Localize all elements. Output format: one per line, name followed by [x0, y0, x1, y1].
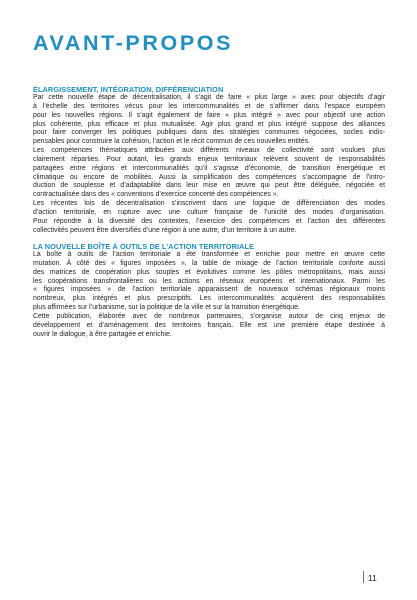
- text-line: pour faire converger les politiques publiques dans des stratégies communes négociées, socles indis-: [33, 129, 385, 137]
- text-line: mutation. À côté des « figures imposées », la table de mixage de l’action territoriale conforte aussi: [33, 259, 385, 267]
- text-line: « figures imposées » de l’action territoriale apparaissent de nouveaux schémas régionaux moins: [33, 286, 385, 294]
- text-line: Par cette nouvelle étape de décentralisation, il s’agit de faire « plus large » avec pour objectifs d’agir: [33, 94, 385, 101]
- text-line: Les récentes lois de décentralisation s’inscrivent dans une logique de différenciation des modes: [33, 200, 385, 207]
- text-line: Cette publication, élaborée avec de nombreux partenaires, s’organise autour de cinq enjeux de: [33, 313, 385, 320]
- text-line: pensables pour construire la cohésion, l’action et le récit commun de ces nouvelles entités.: [33, 138, 310, 146]
- text-line: développement et d’aménagement des territoires français. Elle est une première étape destinée à: [33, 321, 385, 329]
- text-line: pour les nouvelles régions. Il s’agit également de faire « plus intégré » avec pour objectif une action: [33, 111, 385, 119]
- text-line: contractualisée dans des « conventions d’exercice concerté des compétences ».: [33, 191, 279, 199]
- text-line: collectivités peuvent être diversifiés d’une région à une autre, d’un territoire à un autre.: [33, 226, 297, 234]
- text-line: climatique ou encore de mobilités. Aussi la simplification des compétences s’accompagne de l’intro-: [33, 173, 385, 181]
- page-number-divider: [363, 571, 364, 583]
- text-line: Les compétences thématiques attribuées aux différents niveaux de collectivité sont voulues plus: [33, 147, 385, 154]
- text-line: des matrices de coopération plus souples et évolutives comme les pôles métropolitains, mais aussi: [33, 268, 385, 276]
- text-line: Pour répondre à la diversité des contextes, l’exercice des compétences et l’action des différentes: [33, 217, 385, 225]
- text-line: à l’échelle des territoires vécus pour les intercommunalités et de s’affirmer dans l’espace européen: [33, 102, 385, 110]
- text-line: clairement réparties. Pour autant, les grands enjeux territoriaux relèvent souvent de responsabilités: [33, 155, 385, 163]
- page-title: AVANT-PROPOS: [33, 31, 234, 55]
- text-line: ouvrir le dialogue, à être partagée et enrichie.: [33, 330, 172, 338]
- paragraph-1: [33, 94, 385, 147]
- text-line: partagées entre régions et intercommunalités qu’il s’agisse d’économie, de transition énergétique et: [33, 164, 385, 172]
- text-line: d’action territoriale, en rupture avec une culture française de l’unicité des modes d’organisation.: [33, 208, 385, 216]
- text-line: les coopérations transfrontalières ou les actions en réseaux européens et internationaux. Parmi les: [33, 277, 385, 285]
- text-line: La boîte à outils de l’action territoriale a été transformée et enrichie pour mettre en œuvre cette: [33, 251, 385, 258]
- text-line: nombreux, plus intégrés et plus prescriptifs. Les intercommunalités acquièrent des responsabilités: [33, 295, 385, 303]
- paragraph-2: [33, 147, 385, 200]
- section-heading-1: ÉLARGISSEMENT, INTÉGRATION, DIFFÉRENCIATION: [33, 85, 224, 94]
- section-heading-2: LA NOUVELLE BOÎTE À OUTILS DE L’ACTION TERRITORIALE: [33, 242, 254, 251]
- page-number: 11: [368, 573, 377, 583]
- text-line: duction de souplesse et d’adaptabilité dans leur mise en œuvre qui peut être déléguée, négociée et: [33, 182, 385, 190]
- paragraph-5: [33, 313, 385, 340]
- paragraph-4: [33, 251, 385, 313]
- paragraph-3: [33, 200, 385, 235]
- text-line: plus cohérente, plus efficace et plus mutualisée. Agir plus grand et plus intégré suppose des alliances: [33, 120, 385, 128]
- text-line: plus affirmées sur l’urbanisme, sur la politique de la ville et sur la transition énergétique.: [33, 304, 300, 312]
